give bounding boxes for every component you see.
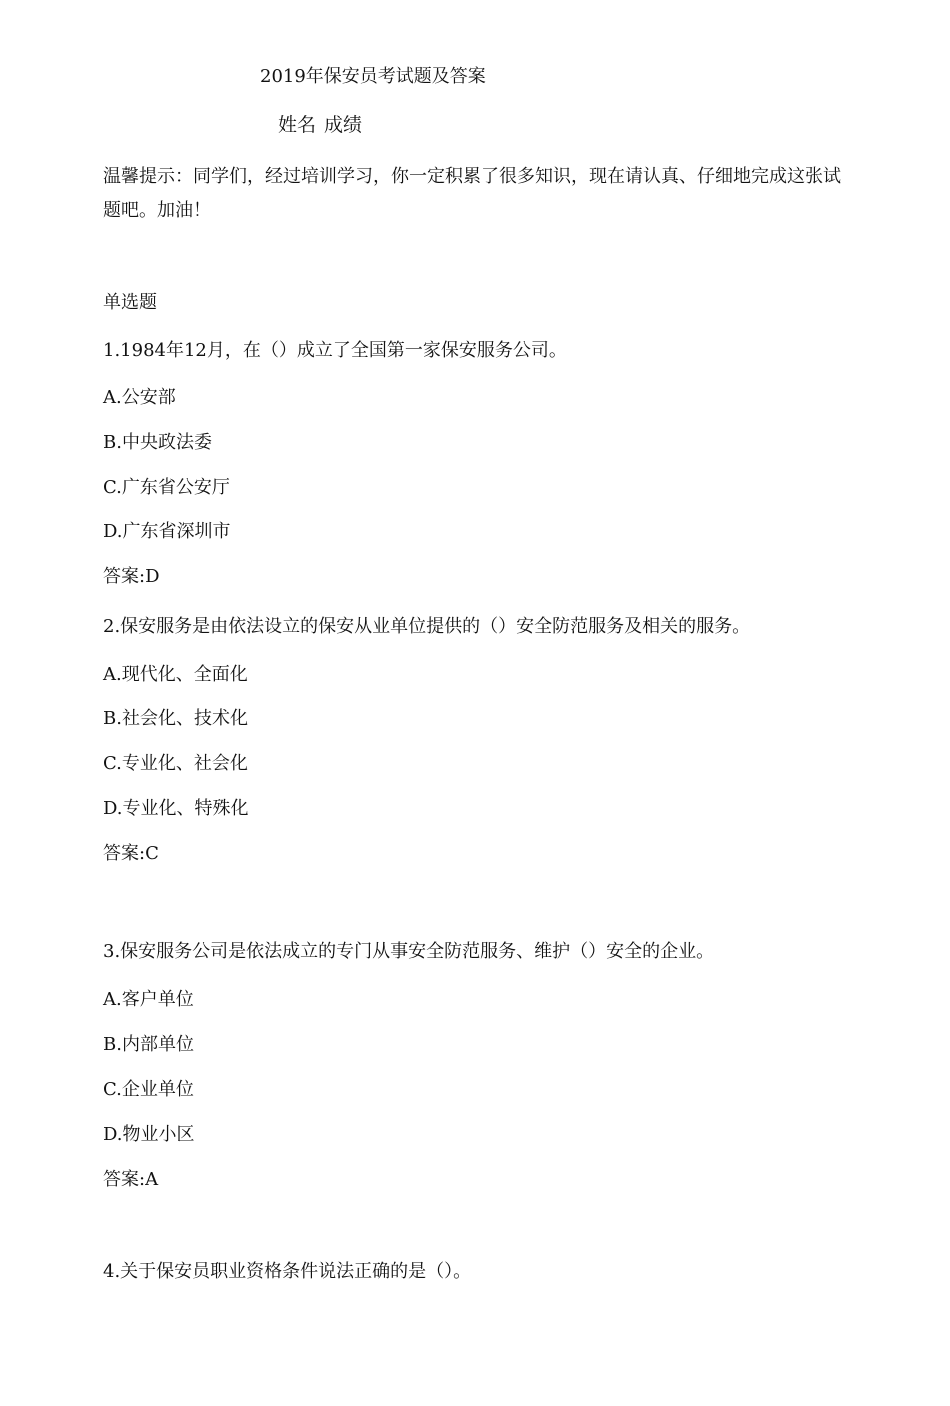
question-1-option-b: B.中央政法委 — [103, 432, 212, 453]
question-2-stem: 2.保安服务是由依法设立的保安从业单位提供的（）安全防范服务及相关的服务。 — [103, 616, 751, 637]
question-1-option-c: C.广东省公安厅 — [103, 477, 230, 498]
question-3-stem: 3.保安服务公司是依法成立的专门从事安全防范服务、维护（）安全的企业。 — [103, 941, 715, 962]
question-4-stem: 4.关于保安员职业资格条件说法正确的是（）。 — [103, 1261, 472, 1282]
question-2-option-d: D.专业化、特殊化 — [103, 798, 249, 819]
name-score-line — [278, 110, 370, 137]
question-2-option-a: A.现代化、全面化 — [103, 664, 248, 685]
tip-paragraph: 温馨提示：同学们，经过培训学习，你一定积累了很多知识，现在请认真、仔细地完成这张试题吧。加油！ — [103, 166, 841, 221]
document-title: 2019年保安员考试题及答案 — [260, 66, 486, 87]
question-2-option-c: C.专业化、社会化 — [103, 753, 248, 774]
section-title: 单选题 — [103, 292, 157, 313]
score-label: 成绩 — [324, 114, 363, 136]
question-1-stem: 1.1984年12月，在（）成立了全国第一家保安服务公司。 — [103, 340, 567, 361]
question-3-option-c: C.企业单位 — [103, 1079, 194, 1100]
question-2-option-b: B.社会化、技术化 — [103, 708, 248, 729]
question-1-option-a: A.公安部 — [103, 387, 176, 408]
name-label: 姓名 — [278, 114, 317, 136]
question-3-option-a: A.客户单位 — [103, 989, 194, 1010]
question-3-option-b: B.内部单位 — [103, 1034, 194, 1055]
question-2-answer: 答案:C — [103, 843, 159, 864]
question-3-option-d: D.物业小区 — [103, 1124, 195, 1145]
question-1-answer: 答案:D — [103, 566, 160, 587]
question-1-option-d: D.广东省深圳市 — [103, 521, 231, 542]
question-3-answer: 答案:A — [103, 1169, 159, 1190]
